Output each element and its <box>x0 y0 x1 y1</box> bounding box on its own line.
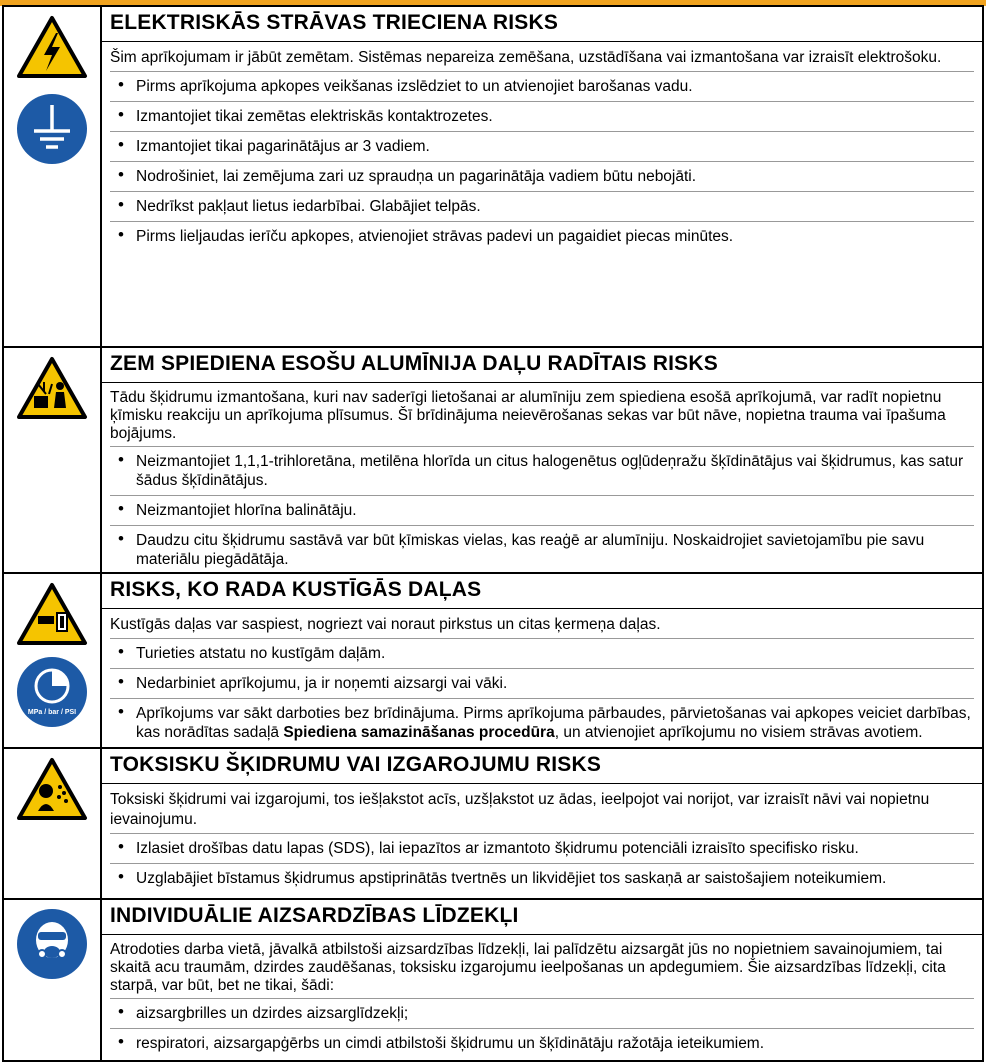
warning-bullet-list <box>110 638 974 747</box>
icon-column <box>4 348 102 572</box>
warning-title: INDIVIDUĀLIE AIZSARDZĪBAS LĪDZEKĻI <box>102 900 982 935</box>
warning-row-electric-shock <box>4 5 982 346</box>
warning-title: TOKSISKU ŠĶIDRUMU VAI IZGAROJUMU RISKS <box>102 749 982 784</box>
list-item: • Neizmantojiet hlorīna balinātāju. <box>110 495 974 525</box>
warning-title: ELEKTRISKĀS STRĀVAS TRIECIENA RISKS <box>102 7 982 42</box>
list-item <box>110 698 974 747</box>
list-item: • Nodrošiniet, lai zemējuma zari uz spraudņa un pagarinātāja vadiem būtu nebojāti. <box>110 161 974 191</box>
warning-bullet-list <box>110 998 974 1058</box>
aluminum-part-explosion-warning-icon <box>16 356 88 420</box>
list-item: • Izmantojiet tikai zemētas elektriskās kontaktrozetes. <box>110 101 974 131</box>
list-item: • Nedrīkst pakļaut lietus iedarbībai. Glabājiet telpās. <box>110 191 974 221</box>
warnings-table <box>2 5 984 1062</box>
electric-shock-warning-icon <box>16 15 88 79</box>
list-item: • Pirms lieljaudas ierīču apkopes, atvienojiet strāvas padevi un pagaidiet piecas minūtes. <box>110 221 974 251</box>
warning-content <box>102 7 982 346</box>
warning-content <box>102 900 982 1060</box>
icon-column <box>4 900 102 1060</box>
warning-row-toxic-fluids <box>4 747 982 898</box>
warning-row-aluminum-parts <box>4 346 982 572</box>
pressure-relief-mpa-bar-psi-icon <box>16 656 88 728</box>
warning-title: ZEM SPIEDIENA ESOŠU ALUMĪNIJA DAĻU RADĪTAIS RISKS <box>102 348 982 383</box>
icon-column <box>4 7 102 346</box>
warning-intro: Atrodoties darba vietā, jāvalkā atbilstoši aizsardzības līdzekļi, lai palīdzētu aizsargāt jūs no nopietniem savainojumiem, tai skaitā acu traumām, dzirdes zaudēšanas, toksisku izgarojumu ieelpošanas un apdegumiem. Šie aizsardzības līdzekļi, cita starpā, var būt, bet ne tikai, šādi: <box>110 941 946 994</box>
list-item: • Izmantojiet tikai pagarinātājus ar 3 vadiem. <box>110 131 974 161</box>
svg-text:MPa / bar / PSI: MPa / bar / PSI <box>27 709 77 716</box>
warning-row-ppe <box>4 898 982 1062</box>
procedure-reference: Spiediena samazināšanas procedūra <box>283 724 555 741</box>
moving-parts-warning-icon <box>16 582 88 646</box>
icon-column <box>4 574 102 747</box>
list-item: • Nedarbiniet aprīkojumu, ja ir noņemti aizsargi vai vāki. <box>110 668 974 698</box>
list-item: • Neizmantojiet 1,1,1-trihloretāna, metilēna hlorīda un citus halogenētus ogļūdeņražu šķīdinātājus vai šķidrumus, kas satur šādus šķīdinātājus. <box>110 446 974 495</box>
toxic-fumes-warning-icon <box>16 757 88 821</box>
respirator-protection-icon <box>16 908 88 980</box>
warning-content <box>102 574 982 747</box>
warning-bullet-list <box>110 71 974 251</box>
warning-row-moving-parts <box>4 572 982 747</box>
warning-intro: Kustīgās daļas var saspiest, nogriezt vai noraut pirkstus un citas ķermeņa daļas. <box>110 616 661 633</box>
warning-content <box>102 749 982 898</box>
warning-content <box>102 348 982 572</box>
list-item-text: , un atvienojiet aprīkojumu no visiem strāvas avotiem. <box>554 724 923 741</box>
warning-title: RISKS, KO RADA KUSTĪGĀS DAĻAS <box>102 574 982 609</box>
list-item: • Izlasiet drošības datu lapas (SDS), lai iepazītos ar izmantoto šķidrumu potenciāli izraisīto specifisko risku. <box>110 833 974 863</box>
warning-intro: Tādu šķidrumu izmantošana, kuri nav saderīgi lietošanai ar alumīniju zem spiediena esošā aprīkojumā, var radīt nopietnu ķīmisku reakciju un aprīkojuma plīsumus. Šī brīdinājuma neievērošanas sekas var būt nāve, nopietna trauma vai īpašuma bojājums. <box>110 389 946 442</box>
list-item: • Daudzu citu šķidrumu sastāvā var būt ķīmiskas vielas, kas reaģē ar alumīniju. Noskaidrojiet savietojamību pie savu materiālu piegādātāja. <box>110 525 974 574</box>
list-item: • Pirms aprīkojuma apkopes veikšanas izslēdziet to un atvienojiet barošanas vadu. <box>110 71 974 101</box>
warning-intro: Toksiski šķidrumi vai izgarojumi, tos iešļakstot acīs, uzšļakstot uz ādas, ieelpojot vai norijot, var izraisīt nāvi vai nopietnu ievainojumu. <box>110 791 930 828</box>
list-item-text: Aprīkojums var sākt darboties bez brīdinājuma. Pirms aprīkojuma pārbaudes, pārvietošanas vai apkopes veiciet darbības, kas norādītas sadaļā <box>136 705 971 741</box>
warning-bullet-list <box>110 833 974 893</box>
icon-column <box>4 749 102 898</box>
list-item: • Uzglabājiet bīstamus šķidrumus apstiprinātās tvertnēs un likvidējiet tos saskaņā ar saistošajiem noteikumiem. <box>110 863 974 893</box>
list-item: • aizsargbrilles un dzirdes aizsarglīdzekļi; <box>110 998 974 1028</box>
list-item: • respiratori, aizsargapģērbs un cimdi atbilstoši šķidrumu un šķīdinātāju ražotāja ieteikumiem. <box>110 1028 974 1058</box>
warning-intro: Šim aprīkojumam ir jābūt zemētam. Sistēmas nepareiza zemēšana, uzstādīšana vai izmantošana var izraisīt elektrošoku. <box>110 49 942 66</box>
list-item: • Turieties atstatu no kustīgām daļām. <box>110 638 974 668</box>
warning-bullet-list <box>110 446 974 574</box>
ground-symbol-icon <box>16 93 88 165</box>
